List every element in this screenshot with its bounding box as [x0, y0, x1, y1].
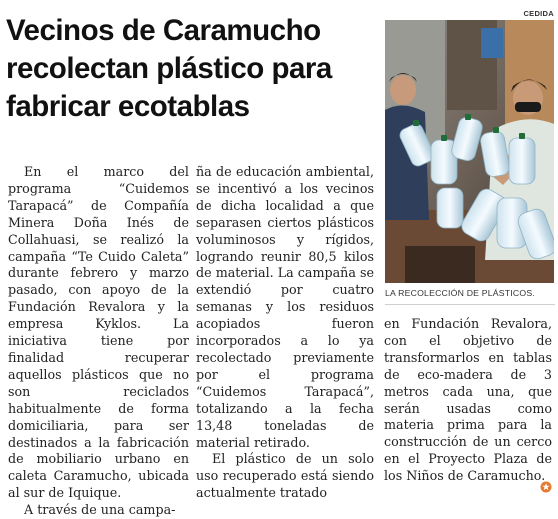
photo-two-women-holding-plastic-bottles	[385, 20, 554, 283]
headline-line-3: fabricar ecotablas	[6, 90, 250, 123]
article-column-2	[196, 164, 374, 502]
photo-credit: CEDIDA	[523, 9, 554, 18]
headline	[6, 12, 378, 126]
column-3-paragraph-1: en Fundación Revalora, con el objetivo de transformarlos en tablas de eco-madera de 3 metros cada una, que serán usadas como materia prima para la construcción de un cerco en el Proyecto Plaza de los Niños de Caramucho.	[384, 316, 552, 484]
star-end-mark-icon	[540, 478, 552, 490]
article-column-3	[384, 316, 552, 485]
photo-illustration	[385, 20, 554, 283]
photo-caption: LA RECOLECCIÓN DE PLÁSTICOS.	[385, 288, 555, 305]
column-2-paragraph-1: ña de educación ambiental, se incentivó a los vecinos de dicha localidad a que separasen ciertos plásticos voluminosos y rígidos, logrando reunir 80,5 kilos de material. La campaña se extendió por cuatro semanas y los residuos acopiados fueron incorporados a lo ya recolectado previamente por el programa “Cuidemos Tarapacá”, totalizando a la fecha 13,48 toneladas de material retirado.	[196, 164, 374, 450]
headline-line-2: recolectan plástico para	[6, 52, 332, 85]
column-2-paragraph-2: El plástico de un solo uso recuperado está siendo actualmente tratado	[196, 451, 374, 501]
column-1-paragraph-2: A través de una campa-	[24, 502, 176, 518]
column-1-paragraph-1: En el marco del programa “Cuidemos Tarapacá” de Compañía Minera Doña Inés de Collahuasi, se realizó la campaña “Te Cuido Caleta” durante febrero y marzo pasado, con apoyo de la Fundación Revalora y la empresa Kyklos. La iniciativa tiene por finalidad recuperar aquellos plásticos que no son reciclados habitualmente de forma domiciliaria, para ser destinados a la fabricación de mobiliario urbano en caleta Caramucho, ubicada al sur de Iquique.	[8, 164, 189, 501]
article-column-1	[8, 164, 189, 519]
headline-line-1: Vecinos de Caramucho	[6, 14, 321, 47]
